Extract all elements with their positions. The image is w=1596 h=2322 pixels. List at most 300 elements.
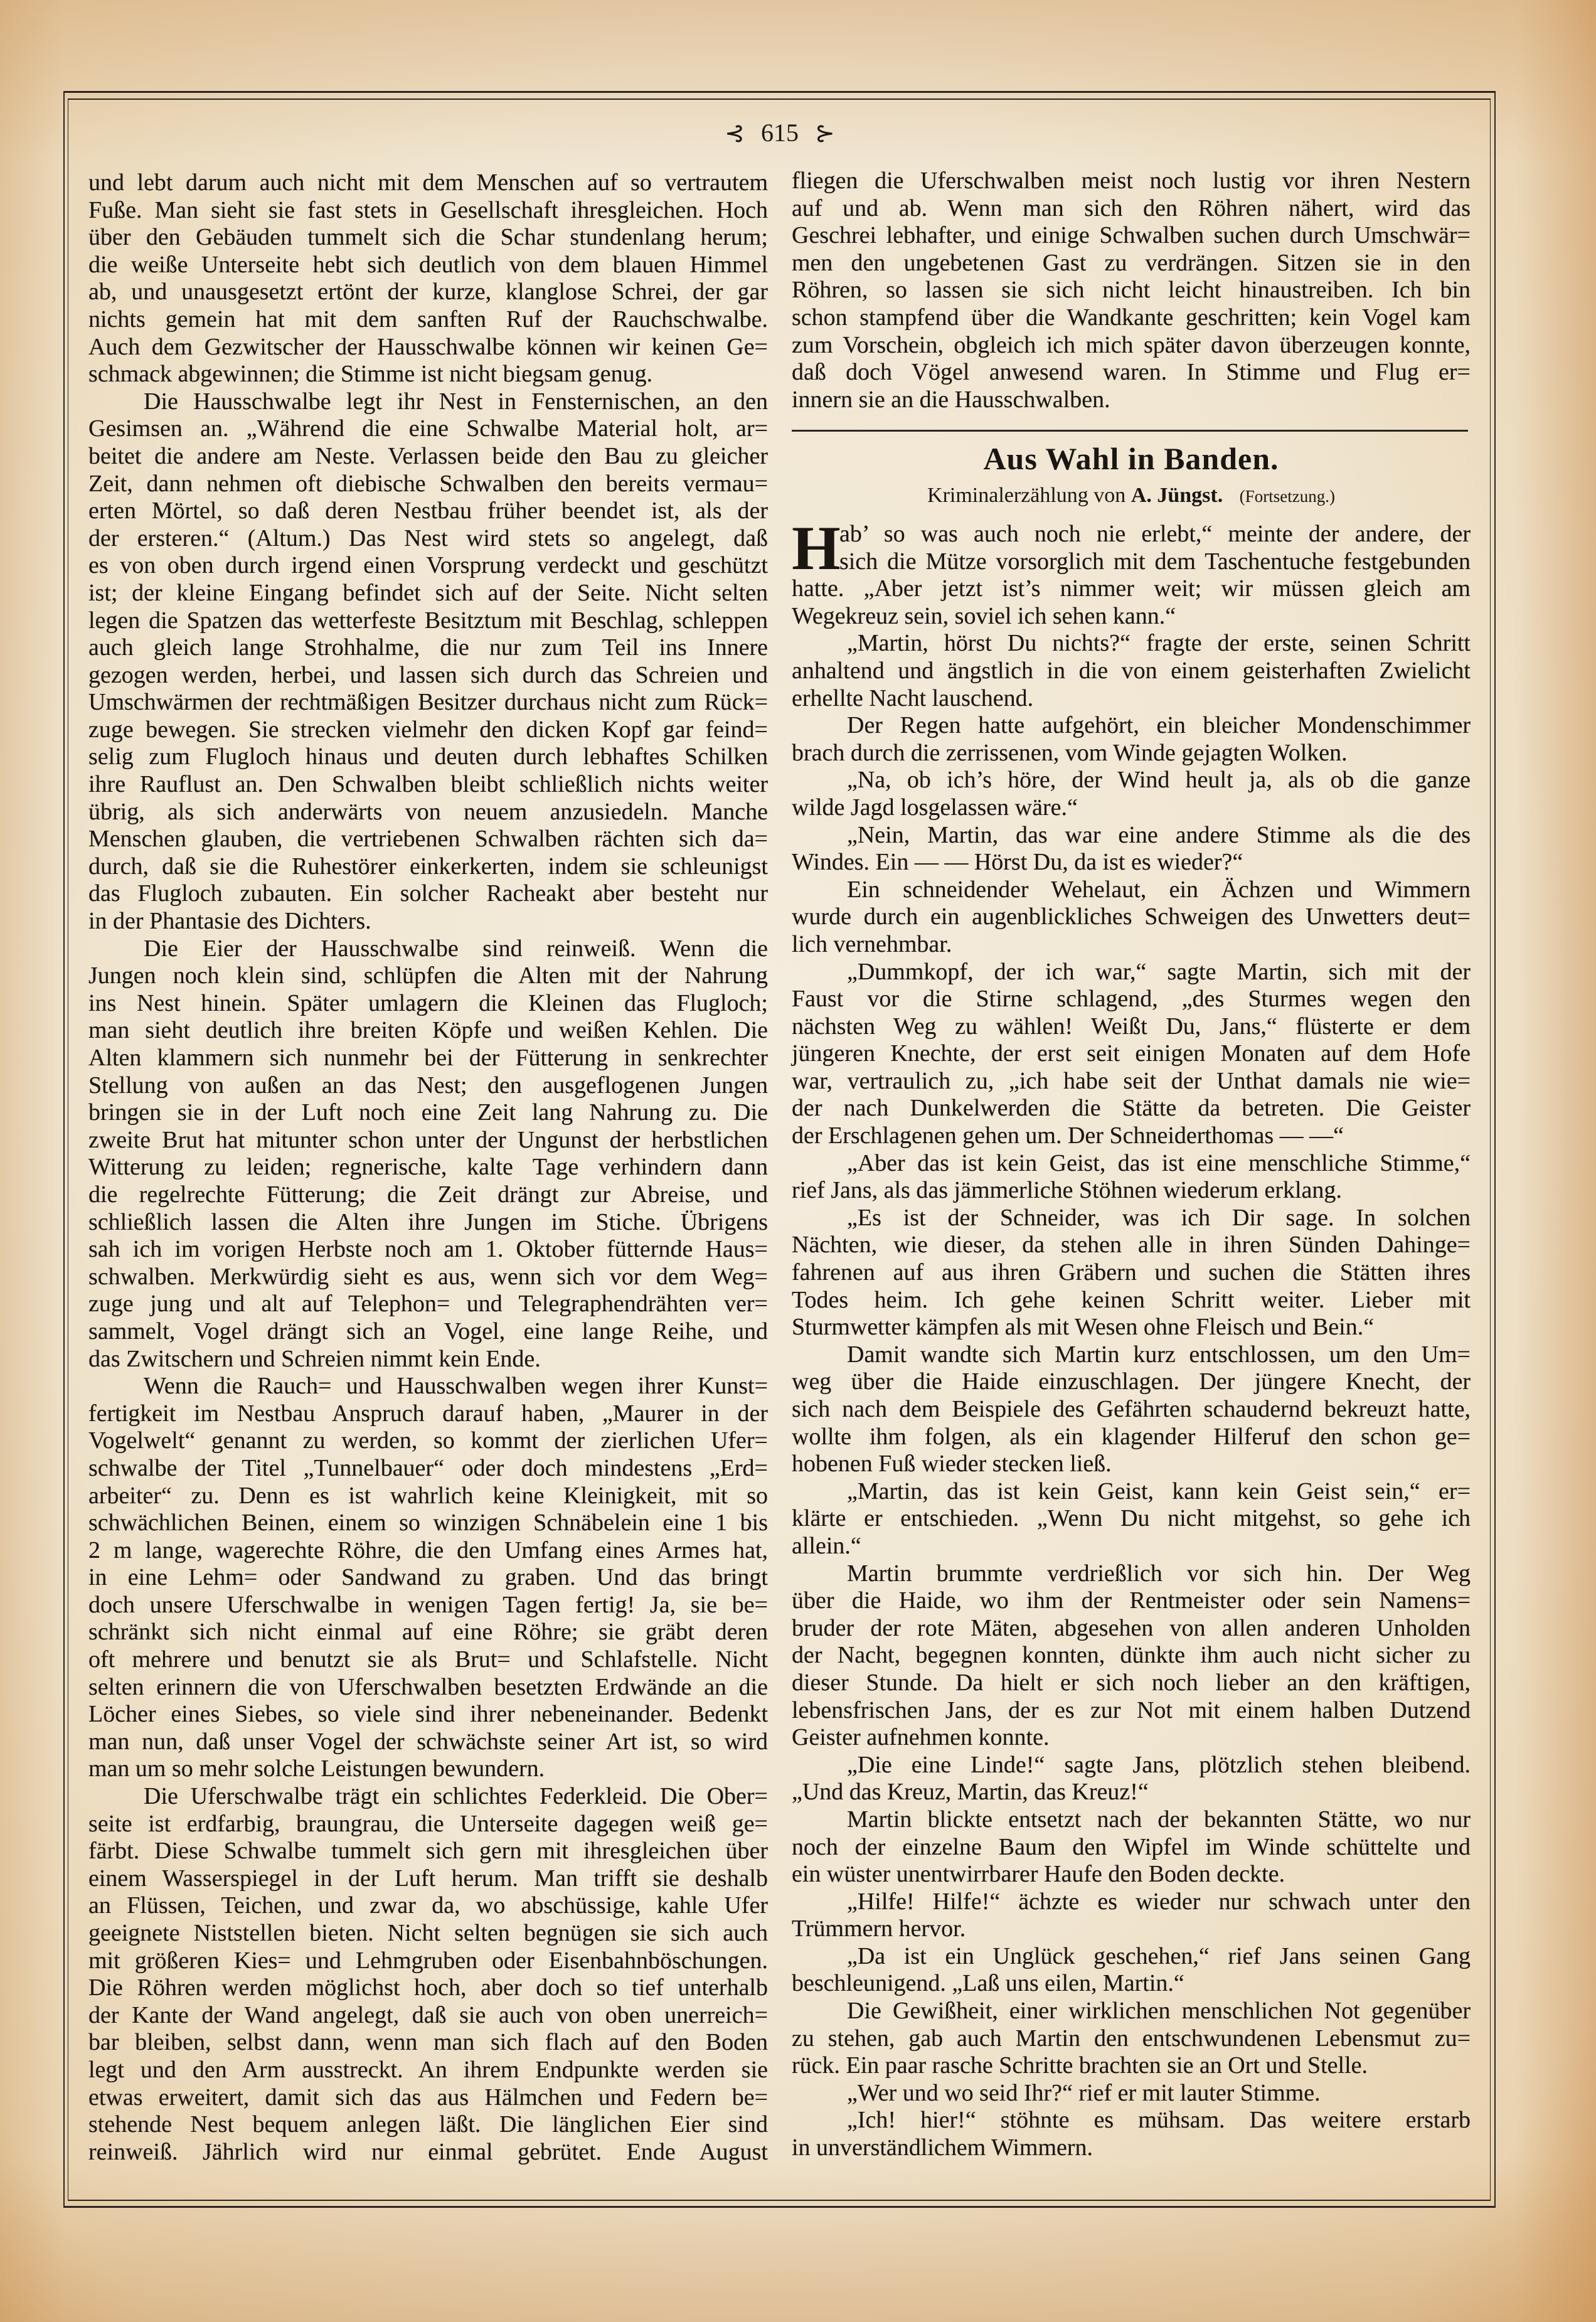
line-text: „Wer und wo seid Ihr?“ rief er mit lauter Stimme. bbox=[847, 2079, 1321, 2106]
paragraph bbox=[88, 1783, 768, 2166]
paragraph bbox=[792, 1888, 1471, 1943]
text-line bbox=[88, 880, 768, 908]
line-text: Geschrei lebhafter, und einige Schwalben suchen durch Umschwär= bbox=[792, 222, 1471, 249]
text-line bbox=[792, 1752, 1471, 1779]
line-text: schwalbe der Titel „Tunnelbauer“ oder doch mindestens „Erd= bbox=[88, 1454, 768, 1481]
text-line bbox=[792, 712, 1471, 740]
section-divider bbox=[792, 430, 1468, 432]
line-text: Fuße. Man sieht sie fast stets in Gesellschaft ihresgleichen. Hoch bbox=[88, 196, 768, 223]
paragraph bbox=[792, 1478, 1471, 1560]
line-text: in unverständlichem Wimmern. bbox=[792, 2134, 1093, 2161]
line-text: 2 m lange, wagerechte Röhre, die den Umfang eines Armes hat, bbox=[88, 1536, 768, 1563]
line-text: Sturmwetter kämpfen als mit Wesen ohne Fleisch und Bein.“ bbox=[792, 1314, 1375, 1341]
text-line bbox=[88, 607, 768, 635]
text-line bbox=[792, 1314, 1471, 1341]
paragraph bbox=[792, 1341, 1471, 1478]
line-text: Gesimsen an. „Während die eine Schwalbe Material holt, ar= bbox=[88, 415, 768, 442]
paragraph bbox=[792, 2107, 1471, 2161]
text-line bbox=[792, 1396, 1471, 1424]
frame-left-outer-rule bbox=[63, 91, 65, 2208]
text-line bbox=[88, 197, 768, 225]
text-line bbox=[88, 1701, 768, 1728]
paragraph bbox=[792, 822, 1471, 876]
line-text: sah ich im vorigen Herbste noch am 1. Oktober fütternde Haus= bbox=[88, 1236, 768, 1263]
text-line bbox=[88, 498, 768, 525]
text-line bbox=[792, 2107, 1471, 2134]
line-text: ab, und unausgesetzt ertönt der kurze, klanglose Schrei, der gar bbox=[88, 279, 768, 306]
line-text: zuge bewegen. Sie strecken vielmehr den dicken Kopf gar feind= bbox=[88, 716, 768, 743]
text-line bbox=[792, 876, 1471, 904]
line-text: Die Eier der Hausschwalbe sind reinweiß. Wenn die bbox=[144, 935, 768, 962]
text-line bbox=[88, 1318, 768, 1346]
text-line bbox=[88, 388, 768, 416]
text-line bbox=[88, 799, 768, 826]
text-line bbox=[792, 1122, 1471, 1150]
text-line bbox=[88, 1427, 768, 1455]
line-text: in der Phantasie des Dichters. bbox=[88, 908, 371, 935]
text-line bbox=[792, 1341, 1471, 1369]
line-text: erhellte Nacht lauschend. bbox=[792, 684, 1034, 711]
line-text: fertigkeit im Nestbau Anspruch darauf haben, „Maurer in der bbox=[88, 1400, 768, 1427]
text-line bbox=[88, 1783, 768, 1811]
frame-top-inner-rule bbox=[68, 99, 1491, 100]
line-text: an Flüssen, Teichen, und zwar da, wo abschüssige, kahle Ufer bbox=[88, 1892, 768, 1919]
text-line bbox=[88, 525, 768, 553]
text-line bbox=[792, 1068, 1471, 1095]
line-text: in eine Lehm= oder Sandwand zu graben. Und das bringt bbox=[88, 1564, 768, 1591]
text-line bbox=[792, 521, 1471, 548]
text-line bbox=[792, 658, 1471, 685]
line-text: war, vertraulich zu, „ich habe seit der Unthat damals nie wie= bbox=[792, 1067, 1471, 1094]
frame-right-inner-rule bbox=[1490, 99, 1491, 2201]
line-text: der ersteren.“ (Altum.) Das Nest wird stets so angelegt, daß bbox=[88, 525, 768, 551]
line-text: Röhren, so lassen sie sich nicht leicht hinaustreiben. Ich bin bbox=[792, 277, 1471, 304]
line-text: innern sie an die Hausschwalben. bbox=[792, 386, 1110, 413]
text-line bbox=[88, 1974, 768, 2002]
text-line bbox=[88, 1537, 768, 1565]
line-text: legt und den Arm ausstreckt. An ihrem Endpunkte werden sie bbox=[88, 2056, 768, 2083]
paragraph bbox=[792, 767, 1471, 821]
line-text: schwächlichen Beinen, einem so winzigen Schnäbelein eine 1 bis bbox=[88, 1510, 768, 1536]
paragraph bbox=[792, 1752, 1471, 1806]
text-line bbox=[792, 1642, 1471, 1670]
line-text: „Und das Kreuz, Martin, das Kreuz!“ bbox=[792, 1779, 1149, 1806]
line-text: gezogen werden, herbei, und lassen sich durch das Schreien und bbox=[88, 661, 768, 688]
text-line bbox=[792, 304, 1471, 332]
line-text: Nächten, wie dieser, da stehen alle in ihren Sünden Dahinge= bbox=[792, 1232, 1471, 1259]
frame-right-outer-rule bbox=[1494, 91, 1496, 2208]
line-text: einem Wasserspiegel in der Luft herum. Man trifft sie deshalb bbox=[88, 1865, 768, 1892]
text-line bbox=[88, 2111, 768, 2139]
text-line bbox=[88, 1127, 768, 1154]
paragraph bbox=[792, 1205, 1471, 1341]
text-line bbox=[88, 1045, 768, 1072]
text-line bbox=[88, 1510, 768, 1537]
story-genre: Kriminalerzählung von bbox=[927, 484, 1126, 507]
ornament-right-icon: ⊱ bbox=[815, 119, 835, 147]
line-text: der nach Dunkelwerden die Stätte da betreten. Die Geister bbox=[792, 1095, 1471, 1122]
line-text: daß doch Vögel anwesend waren. In Stimme und Flug er= bbox=[792, 359, 1471, 386]
text-line bbox=[88, 1674, 768, 1702]
line-text: „Aber das ist kein Geist, das ist eine menschliche Stimme,“ bbox=[847, 1149, 1471, 1176]
line-text: jüngeren Knechte, der erst seit einigen Monaten auf dem Hofe bbox=[792, 1040, 1471, 1067]
line-text: durch, daß sie die Ruhestörer einkerkerten, indem sie schleunigst bbox=[88, 853, 768, 880]
text-line bbox=[88, 361, 768, 388]
line-text: die regelrechte Fütterung; die Zeit drängt zur Abreise, und bbox=[88, 1181, 768, 1208]
page-header bbox=[592, 118, 968, 148]
line-text: „Hilfe! Hilfe!“ ächzte es wieder nur schwach unter den bbox=[847, 1888, 1471, 1915]
text-line bbox=[792, 1587, 1471, 1615]
text-line bbox=[792, 386, 1471, 414]
text-line bbox=[88, 1264, 768, 1291]
text-line bbox=[88, 908, 768, 935]
line-text: man um so mehr solche Leistungen bewundern. bbox=[88, 1755, 545, 1782]
text-line bbox=[88, 580, 768, 607]
text-line bbox=[88, 1755, 768, 1783]
story-body bbox=[792, 521, 1471, 2162]
paragraph bbox=[792, 876, 1471, 959]
text-line bbox=[792, 1779, 1471, 1806]
line-text: selig zum Flugloch hinaus und deuten durch lebhaftes Schilken bbox=[88, 743, 768, 770]
text-line bbox=[792, 931, 1471, 959]
line-text: reinweiß. Jährlich wird nur einmal gebrütet. Ende August bbox=[88, 2138, 768, 2165]
line-text: hobenen Fuß wieder stecken ließ. bbox=[792, 1451, 1112, 1478]
text-line bbox=[88, 1646, 768, 1674]
text-line bbox=[792, 168, 1471, 195]
text-line bbox=[88, 1346, 768, 1373]
line-text: Faust vor die Stirne schlagend, „des Sturmes wegen den bbox=[792, 986, 1471, 1013]
text-line bbox=[88, 935, 768, 963]
text-line bbox=[792, 1970, 1471, 1998]
line-text: Ein schneidender Wehelaut, ein Ächzen und Wimmern bbox=[847, 876, 1471, 903]
line-text: Stellung von außen an das Nest; den ausgeflogenen Jungen bbox=[88, 1072, 768, 1099]
line-text: Menschen glauben, die vertriebenen Schwalben rächten sich da= bbox=[88, 826, 768, 853]
line-text: „Martin, hörst Du nichts?“ fragte der erste, seinen Schritt bbox=[847, 630, 1471, 657]
line-text: Die Röhren werden möglichst hoch, aber doch so tief unterhalb bbox=[88, 1974, 768, 2001]
text-line bbox=[792, 222, 1471, 250]
line-text: schmack abgewinnen; die Stimme ist nicht biegsam genug. bbox=[88, 361, 653, 388]
text-line bbox=[88, 990, 768, 1018]
text-line bbox=[88, 252, 768, 279]
line-text: Todes heim. Ich gehe keinen Schritt weiter. Lieber mit bbox=[792, 1286, 1471, 1313]
line-text: auf und ab. Wenn man sich den Röhren nähert, wird das bbox=[792, 194, 1471, 221]
line-text: wurde durch ein augenblickliches Schweigen des Unwetters deut= bbox=[792, 903, 1471, 930]
line-text: das Zwitschern und Schreien nimmt kein Ende. bbox=[88, 1345, 541, 1372]
frame-bottom-outer-rule bbox=[63, 2206, 1496, 2208]
line-text: schränkt sich nicht einmal auf eine Röhre; sie gräbt deren bbox=[88, 1619, 768, 1646]
text-line bbox=[88, 1892, 768, 1920]
text-line bbox=[792, 1915, 1471, 1943]
line-text: geeignete Niststellen bieten. Nicht selten begnügen sie sich auch bbox=[88, 1920, 768, 1946]
paragraph bbox=[792, 1998, 1471, 2080]
line-text: legen die Spatzen das wetterfeste Besitztum mit Beschlag, schleppen bbox=[88, 607, 768, 634]
text-line bbox=[792, 1560, 1471, 1588]
text-line bbox=[88, 1099, 768, 1127]
line-text: klärte er entschieden. „Wenn Du nicht mitgehst, so gehe ich bbox=[792, 1505, 1471, 1532]
text-line bbox=[88, 334, 768, 361]
text-line bbox=[792, 277, 1471, 304]
text-line bbox=[792, 630, 1471, 658]
line-text: Löcher eines Siebes, so viele sind ihrer nebeneinander. Bedenkt bbox=[88, 1701, 768, 1728]
paragraph bbox=[792, 1560, 1471, 1752]
line-text: men den ungebetenen Gast zu verdrängen. Sitzen sie in den bbox=[792, 249, 1471, 276]
text-line bbox=[792, 2052, 1471, 2080]
ornament-left-icon: ⊰ bbox=[725, 119, 745, 147]
text-line bbox=[88, 443, 768, 471]
text-line bbox=[88, 1373, 768, 1400]
line-text: nichts gemein hat mit dem sanften Ruf der Rauchschwalbe. bbox=[88, 306, 768, 333]
text-line bbox=[88, 771, 768, 799]
text-line bbox=[792, 1670, 1471, 1697]
line-text: über die Haide, wo ihm der Rentmeister oder sein Namens= bbox=[792, 1587, 1471, 1614]
line-text: fliegen die Uferschwalben meist noch lustig vor ihren Nestern bbox=[792, 168, 1471, 194]
line-text: „Es ist der Schneider, was ich Dir sage. In solchen bbox=[847, 1204, 1471, 1231]
line-text: sammelt, Vogel drängt sich an Vogel, eine lange Reihe, und bbox=[88, 1318, 768, 1345]
line-text: oft mehrere und benutzt sie als Brut= und Schlafstelle. Nicht bbox=[88, 1646, 768, 1673]
line-text: Martin brummte verdrießlich vor sich hin. Der Weg bbox=[847, 1560, 1471, 1587]
text-line bbox=[88, 2002, 768, 2030]
text-line bbox=[792, 1943, 1471, 1971]
line-text: sich nach dem Beispiele des Gefährten schaudernd bekreuzt hatte, bbox=[792, 1396, 1471, 1422]
text-line bbox=[792, 1287, 1471, 1314]
text-line bbox=[88, 1017, 768, 1045]
line-text: wilde Jagd losgelassen wäre.“ bbox=[792, 794, 1078, 821]
line-text: Geister aufnehmen konnte. bbox=[792, 1724, 1050, 1751]
text-line bbox=[792, 1150, 1471, 1178]
text-line bbox=[792, 986, 1471, 1013]
text-line bbox=[88, 1947, 768, 1975]
paragraph bbox=[792, 712, 1471, 767]
line-text: bringen sie in der Luft noch eine Zeit lang Nahrung zu. Die bbox=[88, 1099, 768, 1126]
left-column bbox=[88, 169, 768, 2166]
text-line bbox=[792, 1040, 1471, 1068]
text-line bbox=[88, 962, 768, 990]
text-line bbox=[88, 826, 768, 853]
text-line bbox=[88, 2029, 768, 2057]
line-text: schließlich lassen die Alten ihre Jungen im Stiche. Übrigens bbox=[88, 1208, 768, 1235]
text-line bbox=[792, 575, 1471, 603]
line-text: schon stampfend über die Wandkante geschritten; kein Vogel kam bbox=[792, 304, 1471, 331]
line-text: Windes. Ein — — Hörst Du, da ist es wieder?“ bbox=[792, 849, 1243, 876]
text-line bbox=[792, 548, 1471, 576]
line-text: bar bleiben, selbst dann, wenn man sich flach auf den Boden bbox=[88, 2029, 768, 2056]
line-text: mit größeren Kies= und Lehmgruben oder Eisenbahnböschungen. bbox=[88, 1947, 768, 1974]
line-text: Jungen noch klein sind, schlüpfen die Alten mit der Nahrung bbox=[88, 962, 768, 989]
line-text: die weiße Unterseite hebt sich deutlich von dem blauen Himmel bbox=[88, 251, 768, 278]
line-text: „Na, ob ich’s höre, der Wind heult ja, als ob die ganze bbox=[847, 767, 1471, 794]
text-line bbox=[792, 332, 1471, 359]
line-text: „Die eine Linde!“ sagte Jans, plötzlich stehen bleibend. bbox=[847, 1751, 1471, 1778]
line-text: fahrenen auf aus ihren Gräbern und suchen die Stätten ihres bbox=[792, 1259, 1471, 1286]
line-text: zweite Brut hat mitunter schon unter der Ungunst der herbstlichen bbox=[88, 1126, 768, 1153]
story-title: Aus Wahl in Banden. bbox=[983, 441, 1279, 476]
frame-top-outer-rule bbox=[63, 91, 1496, 93]
text-line bbox=[88, 1291, 768, 1318]
line-text: „Dummkopf, der ich war,“ sagte Martin, sich mit der bbox=[847, 958, 1471, 985]
line-text: arbeiter“ zu. Denn es ist wahrlich keine Kleinigkeit, mit so bbox=[88, 1482, 768, 1509]
text-line bbox=[792, 359, 1471, 386]
text-line bbox=[792, 1451, 1471, 1478]
line-text: der Kante der Wand angelegt, daß sie auch von oben unerreich= bbox=[88, 2001, 768, 2028]
text-line bbox=[792, 1861, 1471, 1888]
text-line bbox=[88, 471, 768, 498]
line-text: Die Gewißheit, einer wirklichen menschlichen Not gegenüber bbox=[847, 1998, 1471, 2025]
text-line bbox=[792, 740, 1471, 767]
text-line bbox=[88, 1865, 768, 1893]
text-line bbox=[88, 279, 768, 306]
line-text: Wegekreuz sein, soviel ich sehen kann.“ bbox=[792, 602, 1176, 629]
text-line bbox=[792, 1724, 1471, 1752]
text-line bbox=[792, 1478, 1471, 1506]
line-text: brach durch die zerrissenen, vom Winde gejagten Wolken. bbox=[792, 739, 1348, 766]
line-text: beschleunigend. „Laß uns eilen, Martin.“ bbox=[792, 1970, 1184, 1997]
line-text: erten Mörtel, so daß deren Nestbau früher beendet ist, als der bbox=[88, 498, 768, 525]
text-line bbox=[792, 2134, 1471, 2162]
line-text: zum Vorschein, obgleich ich mich später davon überzeugen konnte, bbox=[792, 331, 1471, 358]
line-text: wollte ihm folgen, als ein klagender Hilferuf den schon ge= bbox=[792, 1423, 1471, 1450]
line-text: der Erschlagenen gehen um. Der Schneiderthomas — —“ bbox=[792, 1122, 1344, 1149]
line-text: weg über die Haide einzuschlagen. Der jüngere Knecht, der bbox=[792, 1368, 1471, 1395]
text-line bbox=[792, 1505, 1471, 1533]
text-line bbox=[88, 1400, 768, 1428]
text-line bbox=[88, 1154, 768, 1181]
line-text: Der Regen hatte aufgehört, ein bleicher Mondenschimmer bbox=[847, 712, 1471, 739]
text-line bbox=[88, 224, 768, 252]
line-text: auch gleich lange Strohhalme, die nur zum Teil ins Innere bbox=[88, 634, 768, 661]
line-text: Trümmern hervor. bbox=[792, 1915, 966, 1942]
text-line bbox=[88, 1838, 768, 1865]
text-line bbox=[792, 1424, 1471, 1451]
right-column-continuation bbox=[792, 168, 1471, 413]
line-text: zuge jung und alt auf Telephon= und Telegraphendrähten ver= bbox=[88, 1291, 768, 1318]
line-text: „Martin, das ist kein Geist, kann kein Geist sein,“ er= bbox=[847, 1478, 1471, 1505]
line-text: Zeit, dann nehmen oft diebische Schwalben den bereits vermau= bbox=[88, 470, 768, 497]
text-line bbox=[792, 1368, 1471, 1396]
paragraph bbox=[792, 1943, 1471, 1998]
text-line bbox=[88, 1483, 768, 1510]
text-line bbox=[792, 1232, 1471, 1259]
text-line bbox=[88, 1811, 768, 1838]
line-text: schwalben. Merkwürdig sieht es aus, wenn sich vor dem Weg= bbox=[88, 1263, 768, 1290]
line-text: Martin blickte entsetzt nach der bekannten Stätte, wo nur bbox=[847, 1806, 1471, 1833]
text-line bbox=[88, 1236, 768, 1264]
text-line bbox=[88, 169, 768, 197]
line-text: „Da ist ein Unglück geschehen,“ rief Jans seinen Gang bbox=[847, 1942, 1471, 1969]
text-line bbox=[88, 689, 768, 716]
text-line bbox=[88, 1592, 768, 1619]
text-line bbox=[792, 959, 1471, 986]
page-number: 615 bbox=[761, 119, 799, 147]
text-line bbox=[792, 195, 1471, 223]
line-text: lebensfrischen Jans, der es zur Not mit einem halben Dutzend bbox=[792, 1696, 1471, 1723]
text-line bbox=[88, 1920, 768, 1947]
line-text: stehende Nest bequem anlegen läßt. Die länglichen Eier sind bbox=[88, 2111, 768, 2138]
line-text: über den Gebäuden tummelt sich die Schar stundenlang herum; bbox=[88, 224, 768, 251]
text-line bbox=[88, 2057, 768, 2084]
text-line bbox=[88, 2084, 768, 2112]
text-line bbox=[88, 1728, 768, 1756]
text-line bbox=[792, 767, 1471, 794]
paragraph bbox=[88, 935, 768, 1373]
text-line bbox=[792, 1697, 1471, 1725]
text-line bbox=[88, 1072, 768, 1100]
text-line bbox=[792, 603, 1471, 631]
text-line bbox=[792, 685, 1471, 713]
line-text: noch der einzelne Baum den Wipfel im Winde schüttelte und bbox=[792, 1833, 1471, 1860]
line-text: „Ich! hier!“ stöhnte es mühsam. Das weitere erstarb bbox=[847, 2107, 1471, 2134]
text-line bbox=[88, 1564, 768, 1592]
line-text: lich vernehmbar. bbox=[792, 930, 952, 957]
text-line bbox=[88, 1181, 768, 1209]
paragraph bbox=[792, 168, 1471, 413]
text-line bbox=[88, 716, 768, 744]
line-text: rief Jans, als das jämmerliche Stöhnen wiederum erklang. bbox=[792, 1177, 1342, 1204]
line-text: Die Uferschwalbe trägt ein schlichtes Federkleid. Die Ober= bbox=[144, 1783, 768, 1810]
text-line bbox=[88, 306, 768, 334]
text-line bbox=[792, 849, 1471, 876]
paragraph bbox=[792, 630, 1471, 712]
line-text: man nun, daß unser Vogel der schwächste seiner Art ist, so wird bbox=[88, 1728, 768, 1755]
line-text: beitet die andere am Neste. Verlassen beide den Bau zu gleicher bbox=[88, 442, 768, 469]
line-text: rück. Ein paar rasche Schritte brachten sie an Ort und Stelle. bbox=[792, 2052, 1368, 2079]
text-line bbox=[792, 2025, 1471, 2053]
drop-cap: H bbox=[792, 513, 841, 583]
line-text: und lebt darum auch nicht mit dem Menschen auf so vertrautem bbox=[88, 169, 768, 196]
line-text: Wenn die Rauch= und Hausschwalben wegen ihrer Kunst= bbox=[144, 1373, 768, 1400]
frame-bottom-inner-rule bbox=[68, 2200, 1491, 2201]
text-line bbox=[792, 1998, 1471, 2025]
text-line bbox=[88, 1619, 768, 1646]
text-line bbox=[792, 794, 1471, 822]
line-text: „Nein, Martin, das war eine andere Stimme als die des bbox=[847, 821, 1471, 848]
text-line bbox=[88, 415, 768, 443]
text-line bbox=[88, 743, 768, 771]
line-text: Alten klammern sich nunmehr bei der Fütterung in senkrechter bbox=[88, 1045, 768, 1071]
line-text: anhaltend und ängstlich in die von einem geisterhaften Zwielicht bbox=[792, 657, 1471, 684]
story-continuation-note: (Fortsetzung.) bbox=[1239, 487, 1335, 506]
line-text: selten erinnern die von Uferschwalben besetzten Erdwände an die bbox=[88, 1673, 768, 1700]
line-text: ist; der kleine Eingang befindet sich auf der Seite. Nicht selten bbox=[88, 579, 768, 606]
text-line bbox=[88, 853, 768, 881]
text-line bbox=[792, 250, 1471, 277]
line-text: dieser Stunde. Da hielt er sich noch lieber an den kräftigen, bbox=[792, 1669, 1471, 1696]
text-line bbox=[792, 1205, 1471, 1232]
line-text: ihre Rauflust an. Den Schwalben bleibt schließlich nichts weiter bbox=[88, 771, 768, 798]
text-line bbox=[792, 1259, 1471, 1287]
line-text: sich die Mütze vorsorglich mit dem Taschentuche festgebunden bbox=[839, 548, 1471, 575]
line-text: Witterung zu leiden; regnerische, kalte Tage verhindern dann bbox=[88, 1154, 768, 1181]
text-line bbox=[792, 1533, 1471, 1560]
line-text: doch unsere Uferschwalbe in wenigen Tagen fertig! Ja, sie be= bbox=[88, 1591, 768, 1618]
line-text: es von oben durch irgend einen Vorsprung verdeckt und geschützt bbox=[88, 552, 768, 579]
paragraph bbox=[88, 388, 768, 935]
text-line bbox=[792, 822, 1471, 849]
story-author: A. Jüngst. bbox=[1130, 484, 1223, 507]
text-line bbox=[792, 1834, 1471, 1861]
line-text: ab’ so was auch noch nie erlebt,“ meinte der andere, der bbox=[839, 521, 1471, 547]
text-line bbox=[88, 2139, 768, 2166]
line-text: zu stehen, gab auch Martin den entschwundenen Lebensmut zu= bbox=[792, 2025, 1471, 2052]
line-text: nächsten Weg zu wählen! Weißt Du, Jans,“ flüsterte er dem bbox=[792, 1013, 1471, 1040]
line-text: das Flugloch zubauten. Ein solcher Racheakt aber besteht nur bbox=[88, 880, 768, 907]
text-line bbox=[88, 662, 768, 690]
text-line bbox=[792, 1615, 1471, 1643]
text-line bbox=[88, 552, 768, 580]
paragraph bbox=[792, 2080, 1471, 2107]
line-text: etwas erweitert, damit sich das aus Hälmchen und Federn be= bbox=[88, 2084, 768, 2111]
line-text: Umschwärmen der rechtmäßigen Besitzer durchaus nicht zum Rück= bbox=[88, 689, 768, 716]
paragraph bbox=[88, 169, 768, 388]
